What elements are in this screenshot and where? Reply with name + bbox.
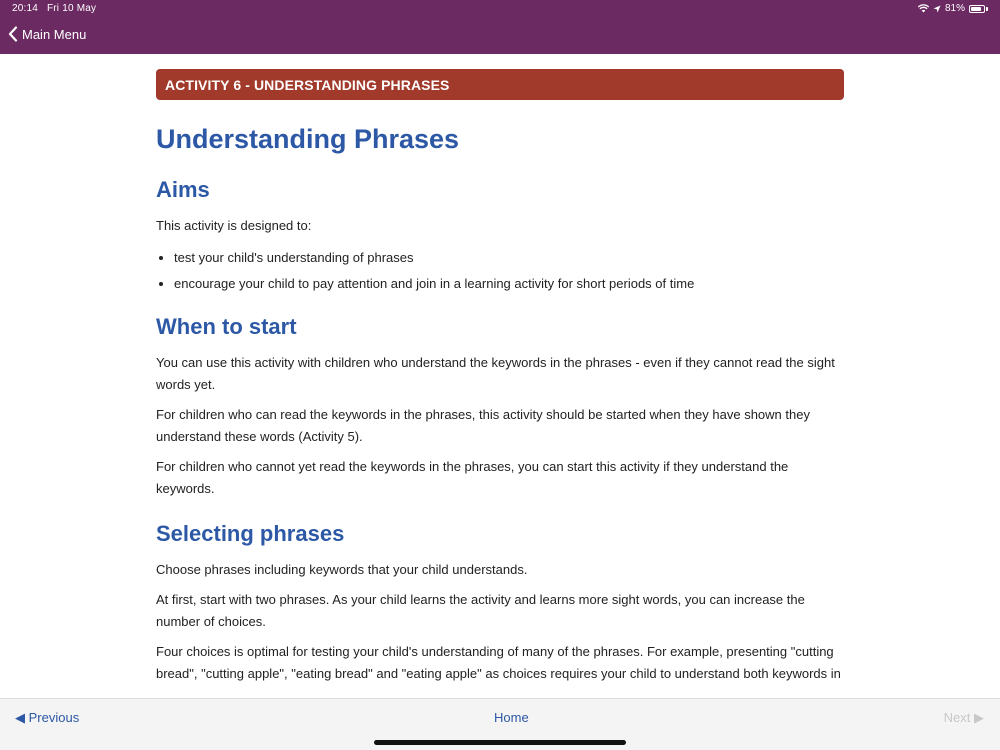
paragraph: For children who cannot yet read the keywords in the phrases, you can start this activity if they understand the keywords.: [156, 459, 789, 496]
next-label: Next: [943, 710, 971, 725]
back-button-label: Main Menu: [22, 26, 87, 42]
paragraph: At first, start with two phrases. As your child learns the activity and learns more sight words, you can increase the number of choices.: [156, 592, 805, 629]
battery-level: [971, 7, 981, 11]
battery-tip: [986, 7, 988, 11]
aims-list: [156, 247, 844, 295]
selecting-phrases-heading: Selecting phrases: [156, 521, 345, 546]
battery-percent: 81%: [944, 3, 965, 14]
battery-icon: [969, 5, 985, 13]
triangle-right-icon: ▶: [974, 710, 984, 725]
wifi-icon: [918, 4, 929, 13]
triangle-left-icon: ◀: [15, 710, 25, 725]
location-icon: [933, 5, 941, 13]
status-clock: 20:14: [12, 3, 39, 14]
list-item: • encourage your child to pay attention and join in a learning activity for short periods of time: [174, 273, 844, 295]
header-bar: [0, 0, 1000, 54]
status-date: Fri 10 May: [46, 3, 97, 14]
paragraph: You can use this activity with children who understand the keywords in the phrases - even if they cannot read the sight words yet.: [156, 355, 835, 392]
previous-label: Previous: [28, 710, 80, 725]
next-button[interactable]: [944, 710, 984, 726]
activity-banner: ACTIVITY 6 - UNDERSTANDING PHRASES: [156, 69, 844, 100]
back-button[interactable]: [8, 26, 86, 42]
chevron-left-icon: [8, 26, 18, 42]
home-button[interactable]: Home: [494, 710, 529, 725]
list-item: • test your child's understanding of phrases: [174, 247, 844, 269]
home-indicator[interactable]: [374, 740, 626, 745]
aims-heading: Aims: [156, 177, 210, 202]
page-title: Understanding Phrases: [156, 124, 460, 154]
paragraph: Four choices is optimal for testing your child's understanding of many of the phrases. For example, presenting "cutting bread", "cutting apple", "eating bread" and "eating apple" as choices requires your child to understand both keywords in: [156, 644, 841, 681]
paragraph: For children who can read the keywords in the phrases, this activity should be started when they have shown they understand these words (Activity 5).: [156, 407, 810, 444]
article-content[interactable]: [156, 54, 844, 698]
when-to-start-heading: When to start: [156, 314, 297, 339]
status-indicators: [918, 3, 988, 14]
aims-intro: This activity is designed to:: [156, 218, 312, 233]
previous-button[interactable]: [15, 710, 79, 726]
status-time: [12, 3, 96, 14]
paragraph: Choose phrases including keywords that your child understands.: [156, 562, 528, 577]
